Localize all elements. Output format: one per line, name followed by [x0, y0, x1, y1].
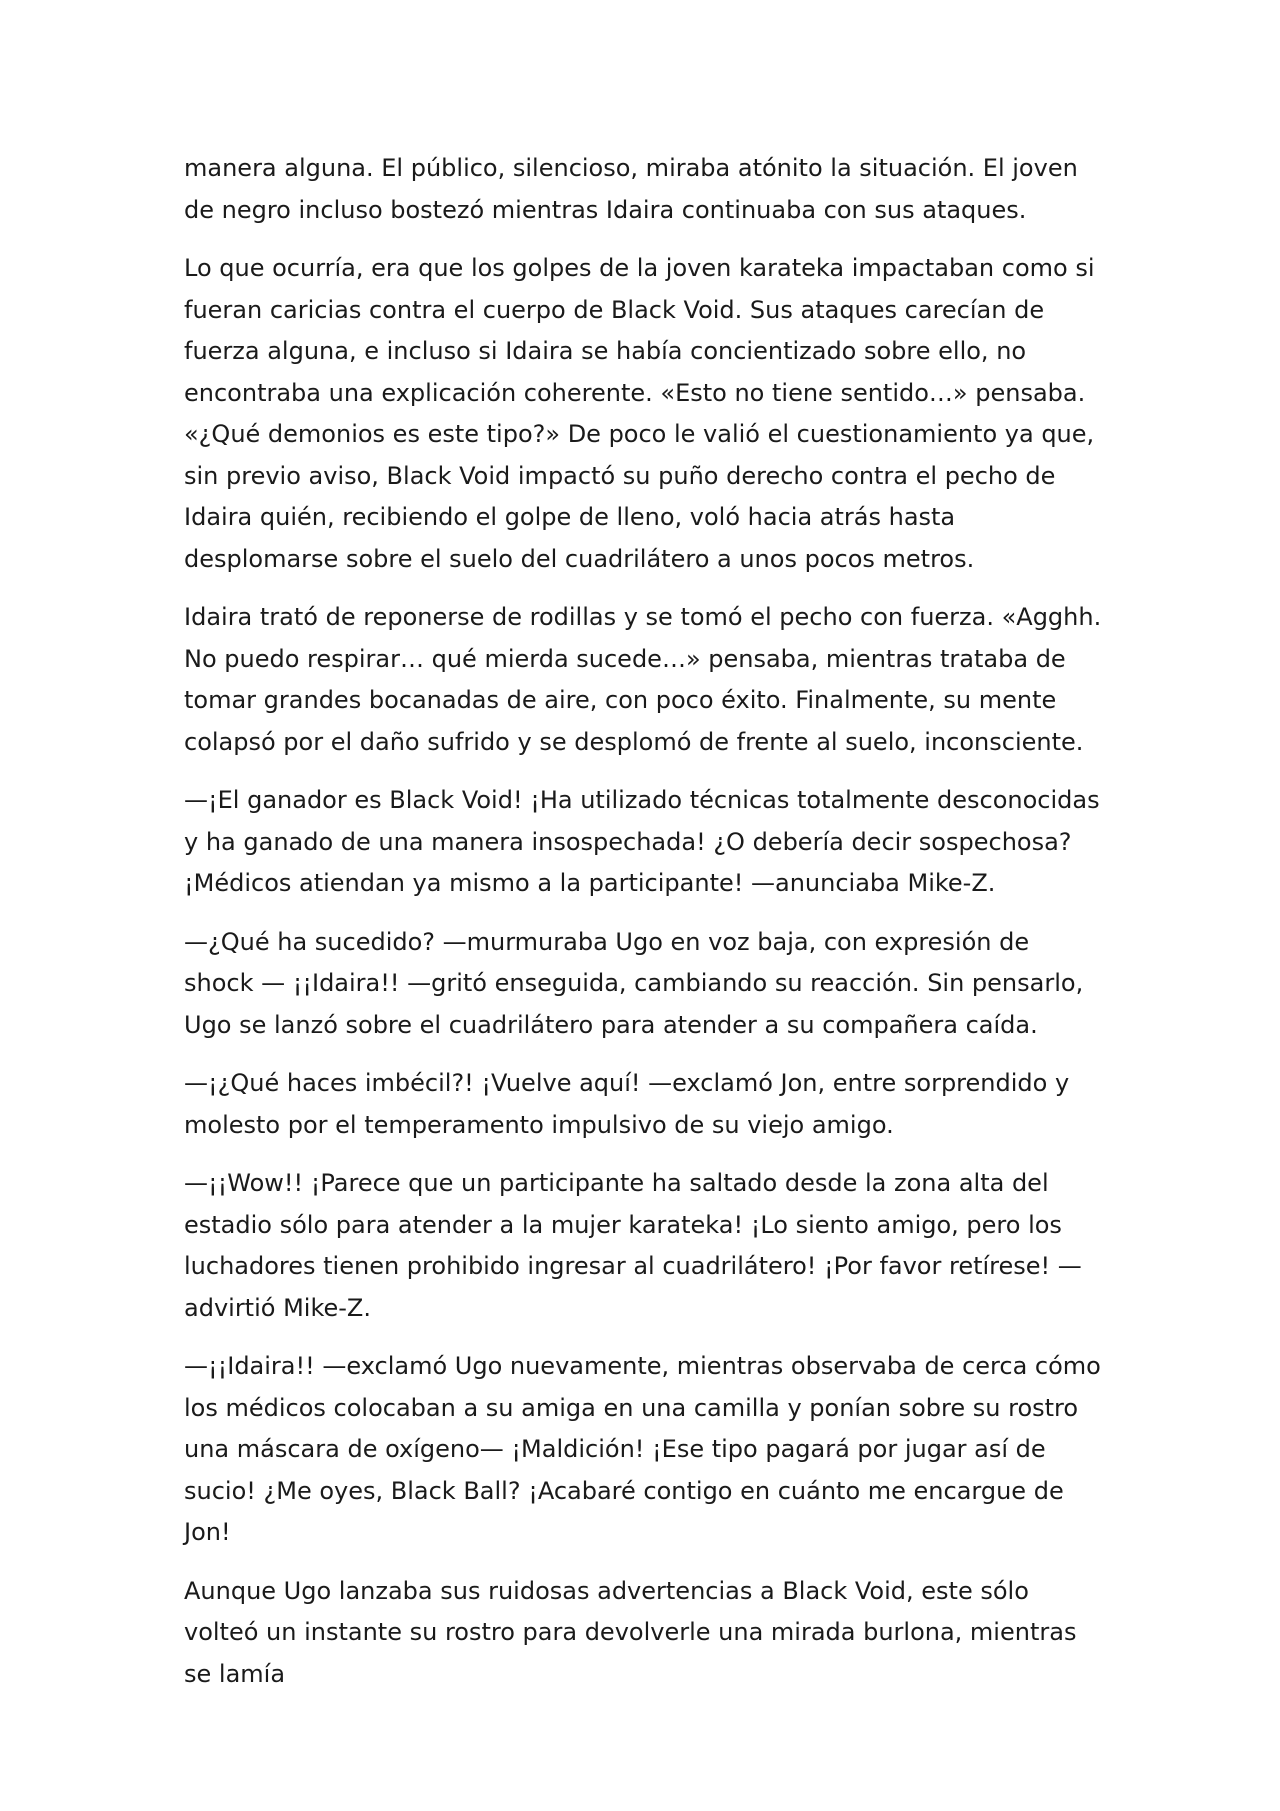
paragraph: —¿Qué ha sucedido? —murmuraba Ugo en voz baja, con expresión de shock — ¡¡Idaira!! —gritó enseguida, cambiando su reacción. Sin pensarlo, Ugo se lanzó sobre el cuadrilátero para atender a su compañera caída. — [184, 927, 1084, 1039]
paragraph: Aunque Ugo lanzaba sus ruidosas advertencias a Black Void, este sólo volteó un instante su rostro para devolverle una mirada burlona, mientras se lamía — [184, 1576, 1077, 1688]
paragraph: manera alguna. El público, silencioso, miraba atónito la situación. El joven de negro incluso bostezó mientras Idaira continuaba con sus ataques. — [184, 154, 1078, 224]
paragraph: —¡¡Wow!! ¡Parece que un participante ha saltado desde la zona alta del estadio sólo para atender a la mujer karateka! ¡Lo siento amigo, pero los luchadores tienen prohibido ingresar al cuadrilátero! ¡Por favor retírese! —advirtió Mike-Z. — [184, 1169, 1082, 1322]
paragraph: —¡¡Idaira!! —exclamó Ugo nuevamente, mientras observaba de cerca cómo los médicos colocaban a su amiga en una camilla y ponían sobre su rostro una máscara de oxígeno— ¡Maldición! ¡Ese tipo pagará por jugar así de sucio! ¿Me oyes, Black Ball? ¡Acabaré contigo en cuánto me encargue de Jon! — [184, 1352, 1101, 1546]
paragraph: —¡El ganador es Black Void! ¡Ha utilizado técnicas totalmente desconocidas y ha ganado de una manera insospechada! ¿O debería decir sospechosa? ¡Médicos atiendan ya mismo a la participante! —anunciaba Mike-Z. — [184, 786, 1100, 897]
paragraph: Idaira trató de reponerse de rodillas y se tomó el pecho con fuerza. «Agghh. No puedo respirar… qué mierda sucede…» pensaba, mientras trataba de tomar grandes bocanadas de aire, con poco éxito. Finalmente, su mente colapsó por el daño sufrido y se desplomó de frente al suelo, inconsciente. — [184, 603, 1102, 756]
paragraph: —¡¿Qué haces imbécil?! ¡Vuelve aquí! —exclamó Jon, entre sorprendido y molesto por el temperamento impulsivo de su viejo amigo. — [184, 1069, 1070, 1139]
paragraph: Lo que ocurría, era que los golpes de la joven karateka impactaban como si fueran caricias contra el cuerpo de Black Void. Sus ataques carecían de fuerza alguna, e incluso si Idaira se había concientizado sobre ello, no encontraba una explicación coherente. «Esto no tiene sentido…» pensaba. «¿Qué demonios es este tipo?» De poco le valió el cuestionamiento ya que, sin previo aviso, Black Void impactó su puño derecho contra el pecho de Idaira quién, recibiendo el golpe de lleno, voló hacia atrás hasta desplomarse sobre el suelo del cuadrilátero a unos pocos metros. — [184, 254, 1095, 573]
document-page — [184, 148, 1104, 1712]
